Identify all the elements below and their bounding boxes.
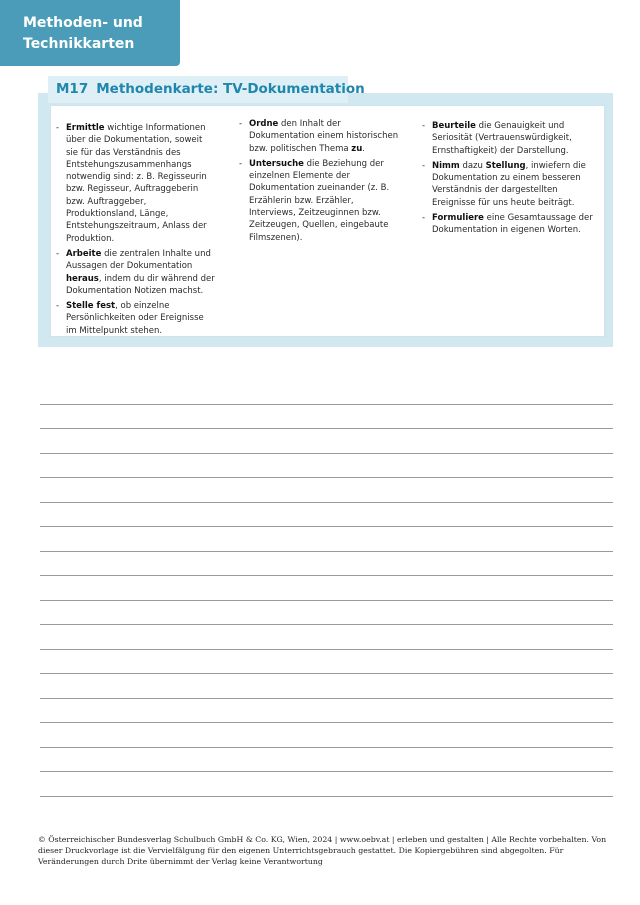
writing-line: [40, 674, 613, 699]
writing-line: [40, 772, 613, 797]
list-item: - Nimm dazu Stellung, inwiefern die Dokumentation zu einem besseren Verständnis der dargestellten Ereignisse für uns heute beiträgt.: [421, 160, 593, 209]
writing-line: [40, 650, 613, 675]
list-item: - Ordne den Inhalt der Dokumentation einem historischen bzw. politischen Thema zu.: [238, 118, 402, 155]
list-item: - Formuliere eine Gesamtaussage der Dokumentation in eigenen Worten.: [421, 212, 593, 237]
writing-line: [40, 723, 613, 748]
card-column-3: [421, 120, 593, 240]
card-title: Methodenkarte: TV-Dokumentation: [96, 81, 365, 97]
writing-line: [40, 478, 613, 503]
writing-line: [40, 527, 613, 552]
writing-line: [40, 405, 613, 430]
writing-line: [40, 748, 613, 773]
writing-line: [40, 552, 613, 577]
writing-line: [40, 380, 613, 405]
writing-line: [40, 429, 613, 454]
list-item: - Untersuche die Beziehung der einzelnen Elemente der Dokumentation zueinander (z. B. Erzählerin bzw. Erzähler, Interviews, Zeitzeuginnen bzw. Zeitzeugen, Quellen, eingebaute Filmszenen).: [238, 158, 402, 244]
card-column-1: [55, 122, 215, 340]
list-item: - Arbeite die zentralen Inhalte und Aussagen der Dokumentation heraus, indem du dir während der Dokumentation Notizen machst.: [55, 248, 215, 297]
card-heading: [56, 81, 365, 97]
writing-line: [40, 625, 613, 650]
writing-line: [40, 576, 613, 601]
writing-line: [40, 454, 613, 479]
section-tab: [0, 0, 180, 66]
copyright-footer: © Österreichischer Bundesverlag Schulbuch GmbH & Co. KG, Wien, 2024 | www.oebv.at | erleben und gestalten | Alle Rechte vorbehalten. Von dieser Druckvorlage ist die Vervielfälgung für den eigenen Unterrichtsgebrauch gestattet. Die Kopiergebühren sind abgegolten. Für Veränderungen durch Drite übernimmt der Verlag keine Verantwortung: [38, 835, 607, 866]
writing-line: [40, 601, 613, 626]
writing-line: [40, 503, 613, 528]
writing-lines: [40, 380, 613, 797]
list-item: - Ermittle wichtige Informationen über die Dokumentation, soweit sie für das Verständnis des Entstehungszusammenhangs notwendig sind: z. B. Regisseurin bzw. Regisseur, Auftraggeberin bzw. Auftraggeber, Produktionsland, Länge, Entstehungszeitraum, Anlass der Produktion.: [55, 122, 215, 245]
card-code: M17: [56, 81, 89, 97]
list-item: - Beurteile die Genauigkeit und Seriosität (Vertrauenswürdigkeit, Ernsthaftigkeit) der Darstellung.: [421, 120, 593, 157]
list-item: - Stelle fest, ob einzelne Persönlichkeiten oder Ereignisse im Mittelpunkt stehen.: [55, 300, 215, 337]
writing-line: [40, 699, 613, 724]
section-tab-title: Methoden- und Technikkarten: [23, 15, 143, 52]
card-column-2: [238, 118, 402, 247]
